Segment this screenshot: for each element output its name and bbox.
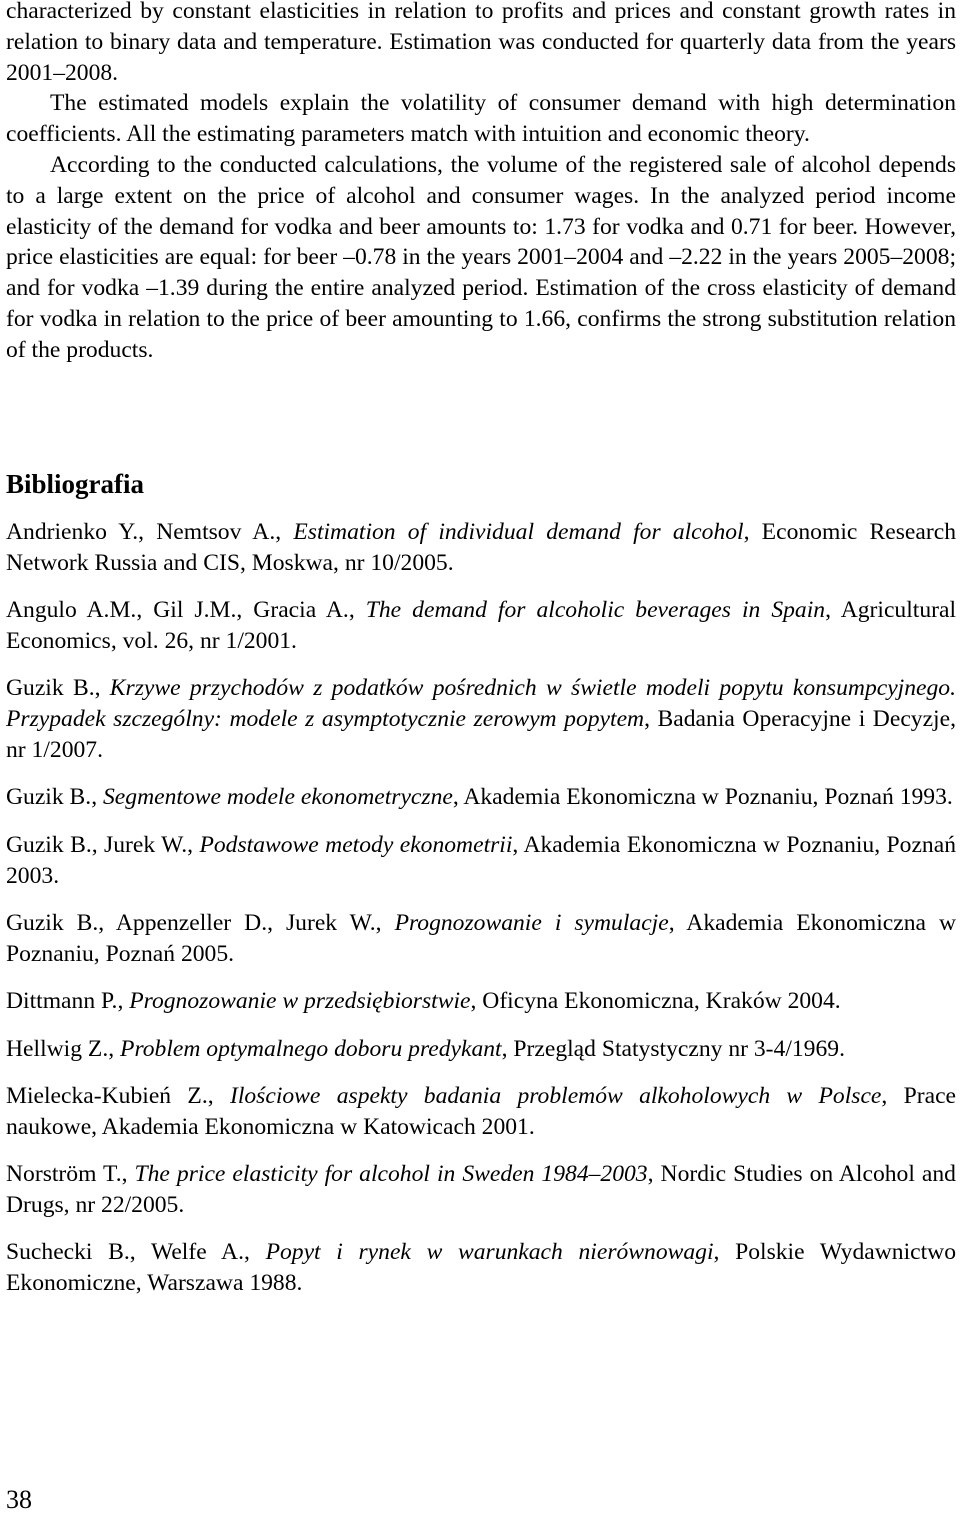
reference-authors: Guzik B. bbox=[6, 675, 95, 702]
reference-title: Popyt i rynek w warunkach nierównowagi bbox=[265, 1239, 714, 1266]
reference-title: Krzywe przychodów z podatków pośrednich w świetle modeli popytu konsumpcyjnego. Przypadek szczególny: modele z asymptotycznie zerowym popytem bbox=[6, 675, 956, 733]
reference-publication: , Agricultural Economics, vol. 26, nr 1/2001. bbox=[6, 597, 957, 654]
bibliography-entry bbox=[6, 1237, 956, 1299]
reference-authors: Suchecki B., Welfe A. bbox=[6, 1239, 244, 1266]
reference-separator: , bbox=[108, 1035, 121, 1062]
reference-publication: , Badania Operacyjne i Decyzje, nr 1/2007. bbox=[6, 706, 956, 763]
reference-separator: , bbox=[94, 675, 110, 702]
reference-publication: , Polskie Wydawnictwo Ekonomiczne, Warszawa 1988. bbox=[6, 1239, 957, 1297]
reference-authors: Dittmann P. bbox=[6, 988, 118, 1015]
reference-separator: , bbox=[117, 988, 130, 1015]
reference-authors: Andrienko Y., Nemtsov A. bbox=[6, 519, 276, 545]
reference-separator: , bbox=[91, 784, 103, 811]
bibliography-heading: Bibliografia bbox=[6, 469, 145, 499]
bibliography-entry bbox=[6, 1159, 956, 1221]
reference-separator: , bbox=[275, 519, 294, 545]
page-number: 38 bbox=[6, 1485, 32, 1514]
reference-authors: Angulo A.M., Gil J.M., Gracia A. bbox=[6, 597, 349, 624]
reference-separator: , bbox=[348, 597, 366, 624]
reference-publication: , Oficyna Ekonomiczna, Kraków 2004. bbox=[470, 988, 841, 1015]
bibliography-entry bbox=[6, 673, 956, 765]
reference-title: Prognozowanie i symulacje bbox=[394, 909, 669, 936]
abstract-paragraph-3: According to the conducted calculations, the volume of the registered sale of alcohol depends to a large extent on the price of alcohol and consumer wages. In the analyzed period income elasticity of the demand for vodka and beer amounts to: 1.73 for vodka and 0.71 for beer. However, price elasticities are equal: for beer –0.78 in the years 2001–2004 and –2.22 in the years 2005–2008; and for vodka –1.39 during the entire analyzed period. Estimation of the cross elasticity of demand for vodka in relation to the price of beer amounting to 1.66, confirms the strong substitution relation of the products. bbox=[6, 151, 956, 363]
abstract-paragraph-2: The estimated models explain the volatility of consumer demand with high determination coefficients. All the estimating parameters match with intuition and economic theory. bbox=[6, 90, 956, 148]
reference-authors: Guzik B. bbox=[6, 784, 92, 811]
bibliography-entry bbox=[6, 1034, 956, 1065]
reference-publication: , Przegląd Statystyczny nr 3-4/1969. bbox=[501, 1035, 845, 1062]
bibliography-list bbox=[6, 517, 956, 1315]
abstract-text bbox=[6, 0, 956, 366]
bibliography-entry bbox=[6, 986, 956, 1017]
bibliography-entry bbox=[6, 595, 956, 657]
reference-title: Podstawowe metody ekonometrii bbox=[199, 831, 513, 858]
reference-title: The price elasticity for alcohol in Sweden 1984–2003 bbox=[134, 1161, 648, 1188]
reference-publication: , Prace naukowe, Akademia Ekonomiczna w Katowicach 2001. bbox=[6, 1082, 957, 1140]
reference-title: The demand for alcoholic beverages in Spain bbox=[365, 597, 826, 624]
reference-authors: Guzik B., Jurek W. bbox=[6, 831, 188, 858]
reference-separator: , bbox=[243, 1239, 266, 1266]
reference-publication: , Akademia Ekonomiczna w Poznaniu, Poznań 1993. bbox=[452, 784, 953, 811]
reference-title: Prognozowanie w przedsiębiorstwie bbox=[129, 988, 471, 1015]
bibliography-entry bbox=[6, 517, 956, 579]
bibliography-entry bbox=[6, 830, 956, 892]
bibliography-entry bbox=[6, 1081, 956, 1143]
reference-title: Segmentowe modele ekonometryczne bbox=[103, 784, 453, 811]
reference-publication: , Nordic Studies on Alcohol and Drugs, nr 22/2005. bbox=[6, 1161, 956, 1218]
reference-separator: , bbox=[207, 1082, 230, 1109]
reference-title: Ilościowe aspekty badania problemów alkoholowych w Polsce bbox=[229, 1082, 882, 1109]
reference-separator: , bbox=[375, 909, 395, 936]
reference-separator: , bbox=[121, 1161, 135, 1188]
reference-authors: Norström T. bbox=[6, 1161, 122, 1188]
reference-title: Estimation of individual demand for alcohol bbox=[293, 519, 744, 545]
abstract-paragraph-1: characterized by constant elasticities in relation to profits and prices and constant growth rates in relation to binary data and temperature. Estimation was conducted for quarterly data from the years 2001–2008. bbox=[6, 0, 956, 86]
bibliography-entry bbox=[6, 782, 956, 813]
reference-publication: , Economic Research Network Russia and CIS, Moskwa, nr 10/2005. bbox=[6, 519, 956, 576]
reference-separator: , bbox=[187, 831, 200, 858]
bibliography-entry bbox=[6, 908, 956, 970]
reference-authors: Hellwig Z. bbox=[6, 1035, 109, 1062]
reference-title: Problem optymalnego doboru predykant bbox=[120, 1035, 502, 1062]
reference-publication: , Akademia Ekonomiczna w Poznaniu, Poznań 2003. bbox=[6, 831, 957, 889]
reference-authors: Mielecka-Kubień Z. bbox=[6, 1082, 208, 1109]
reference-publication: , Akademia Ekonomiczna w Poznaniu, Poznań 2005. bbox=[6, 909, 957, 967]
reference-authors: Guzik B., Appenzeller D., Jurek W. bbox=[6, 909, 376, 936]
